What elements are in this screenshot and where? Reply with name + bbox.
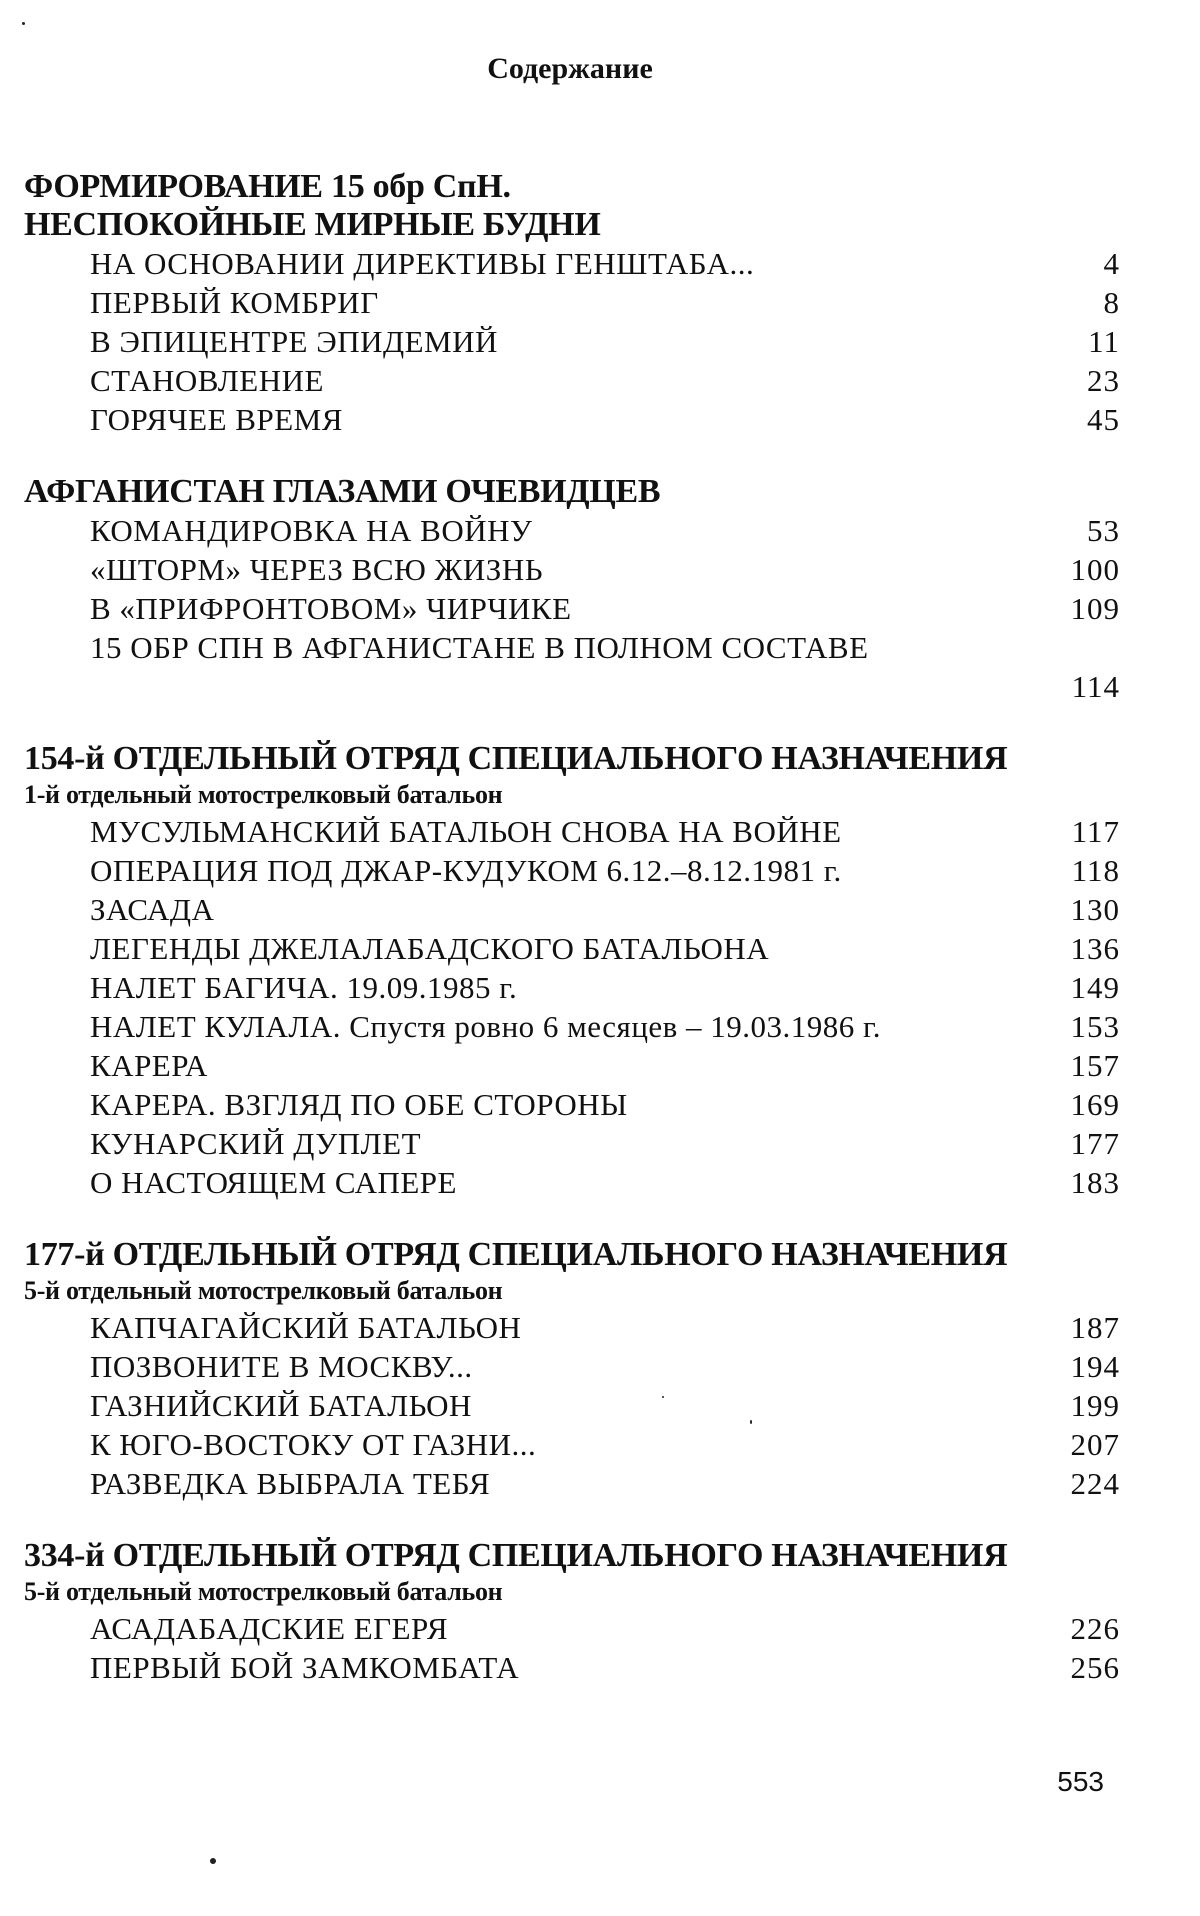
toc-entry[interactable] [24,283,1120,322]
toc-entry[interactable] [24,1163,1120,1202]
toc-entry-title: 15 ОБР СПН В АФГАНИСТАНЕ В ПОЛНОМ СОСТАВЕ [90,630,869,665]
toc-entry-page: 199 [1070,1388,1120,1423]
toc-entry-page: 256 [1070,1650,1120,1685]
toc-entry-title: О НАСТОЯЩЕМ САПЕРЕ [90,1165,457,1200]
toc-entry-page: 226 [1070,1611,1120,1646]
section-heading: АФГАНИСТАН ГЛАЗАМИ ОЧЕВИДЦЕВ [24,473,661,510]
toc-section [24,168,1120,439]
scan-speck [750,1420,752,1424]
toc-entry-page: 4 [1103,246,1120,281]
toc-entry[interactable] [24,511,1120,550]
toc-entry-page: 8 [1103,285,1120,320]
toc-entry-title: «ШТОРМ» ЧЕРЕЗ ВСЮ ЖИЗНЬ [90,552,544,587]
toc-entry-title: НАЛЕТ КУЛАЛА. Спустя ровно 6 месяцев – 19.03.1986 г. [90,1009,882,1044]
toc-entry[interactable] [24,1085,1120,1124]
toc-section [24,1236,1120,1503]
toc-entry[interactable] [24,968,1120,1007]
toc-entry-page: 114 [1071,669,1120,704]
toc-entry-title: ЛЕГЕНДЫ ДЖЕЛАЛАБАДСКОГО БАТАЛЬОНА [90,931,770,966]
toc-entry-continuation [24,667,1120,706]
toc-entry-page: 109 [1070,591,1120,626]
toc-entry-title: КУНАРСКИЙ ДУПЛЕТ [90,1126,422,1161]
toc-entry-page: 157 [1070,1048,1120,1083]
toc-entry-page: 45 [1087,402,1120,437]
toc-entry[interactable] [24,851,1120,890]
toc-entry-title: КАРЕРА [90,1048,208,1083]
toc-entry-page: 224 [1070,1466,1120,1501]
toc-entry-page: 169 [1070,1087,1120,1122]
toc-entry[interactable] [24,361,1120,400]
toc-entry-title: К ЮГО-ВОСТОКУ ОТ ГАЗНИ... [90,1427,537,1462]
toc-entry-page: 53 [1087,513,1120,548]
toc-entry[interactable] [24,929,1120,968]
section-heading: 334-й ОТДЕЛЬНЫЙ ОТРЯД СПЕЦИАЛЬНОГО НАЗНАЧЕНИЯ [24,1537,1008,1574]
toc-section [24,1537,1120,1687]
section-subheading: 1-й отдельный мотострелковый батальон [24,780,503,809]
section-heading-line2: НЕСПОКОЙНЫЕ МИРНЫЕ БУДНИ [24,206,601,243]
toc-entry-title: НА ОСНОВАНИИ ДИРЕКТИВЫ ГЕНШТАБА... [90,246,755,281]
toc-entry-title: АСАДАБАДСКИЕ ЕГЕРЯ [90,1611,449,1646]
section-subheading: 5-й отдельный мотострелковый батальон [24,1577,503,1606]
scan-speck [210,1858,216,1864]
toc-entry[interactable] [24,1124,1120,1163]
toc-entry[interactable] [24,550,1120,589]
toc-entry-title: РАЗВЕДКА ВЫБРАЛА ТЕБЯ [90,1466,491,1501]
section-heading: 154-й ОТДЕЛЬНЫЙ ОТРЯД СПЕЦИАЛЬНОГО НАЗНАЧЕНИЯ [24,740,1008,777]
toc-entry-title: МУСУЛЬМАНСКИЙ БАТАЛЬОН СНОВА НА ВОЙНЕ [90,814,842,849]
toc-entry[interactable] [24,812,1120,851]
toc-entry-title: ГАЗНИЙСКИЙ БАТАЛЬОН [90,1388,472,1423]
table-of-contents [24,168,1120,1721]
toc-entry-page: 207 [1070,1427,1120,1462]
toc-section [24,473,1120,706]
section-heading: ФОРМИРОВАНИЕ 15 обр СпН. [24,168,511,205]
toc-entry[interactable] [24,1308,1120,1347]
scan-speck [662,1396,664,1398]
toc-entry-title: КОМАНДИРОВКА НА ВОЙНУ [90,513,533,548]
toc-entry[interactable] [24,322,1120,361]
toc-entry[interactable] [24,1046,1120,1085]
toc-entry[interactable] [24,628,1120,667]
toc-entry[interactable] [24,400,1120,439]
toc-entry-page: 130 [1070,892,1120,927]
toc-entry-page: 11 [1088,324,1120,359]
toc-entry[interactable] [24,1007,1120,1046]
toc-entry-page: 187 [1070,1310,1120,1345]
toc-section [24,740,1120,1202]
toc-entry-title: ОПЕРАЦИЯ ПОД ДЖАР-КУДУКОМ 6.12.–8.12.1981 г. [90,853,842,888]
toc-entry-title: СТАНОВЛЕНИЕ [90,363,324,398]
toc-entry[interactable] [24,1609,1120,1648]
toc-entry-title: ГОРЯЧЕЕ ВРЕМЯ [90,402,343,437]
toc-entry-page: 149 [1070,970,1120,1005]
toc-entry-title: ПОЗВОНИТЕ В МОСКВУ... [90,1349,473,1384]
toc-entry-page: 177 [1070,1126,1120,1161]
page-number: 553 [1057,1766,1104,1797]
section-subheading: 5-й отдельный мотострелковый батальон [24,1276,503,1305]
toc-entry[interactable] [24,1464,1120,1503]
toc-entry-page: 183 [1070,1165,1120,1200]
toc-entry-title: ПЕРВЫЙ КОМБРИГ [90,285,379,320]
toc-entry-page: 23 [1087,363,1120,398]
toc-entry-title: КАПЧАГАЙСКИЙ БАТАЛЬОН [90,1310,522,1345]
toc-entry[interactable] [24,1648,1120,1687]
toc-entry-page: 100 [1070,552,1120,587]
toc-entry[interactable] [24,1386,1120,1425]
toc-entry-page: 153 [1070,1009,1120,1044]
toc-entry-page: 117 [1071,814,1120,849]
toc-entry-title: ЗАСАДА [90,892,215,927]
section-heading: 177-й ОТДЕЛЬНЫЙ ОТРЯД СПЕЦИАЛЬНОГО НАЗНАЧЕНИЯ [24,1236,1008,1273]
toc-entry-title: В «ПРИФРОНТОВОМ» ЧИРЧИКЕ [90,591,572,626]
scan-speck [22,22,25,25]
toc-entry-title: ПЕРВЫЙ БОЙ ЗАМКОМБАТА [90,1650,520,1685]
toc-entry-page: 136 [1070,931,1120,966]
toc-entry-title: КАРЕРА. ВЗГЛЯД ПО ОБЕ СТОРОНЫ [90,1087,628,1122]
toc-entry-title: В ЭПИЦЕНТРЕ ЭПИДЕМИЙ [90,324,498,359]
toc-entry[interactable] [24,244,1120,283]
toc-entry[interactable] [24,890,1120,929]
toc-entry[interactable] [24,589,1120,628]
toc-entry-page: 194 [1070,1349,1120,1384]
toc-entry[interactable] [24,1347,1120,1386]
page-title: Содержание [487,52,653,85]
toc-entry[interactable] [24,1425,1120,1464]
toc-entry-page: 118 [1071,853,1120,888]
toc-entry-title: НАЛЕТ БАГИЧА. 19.09.1985 г. [90,970,518,1005]
